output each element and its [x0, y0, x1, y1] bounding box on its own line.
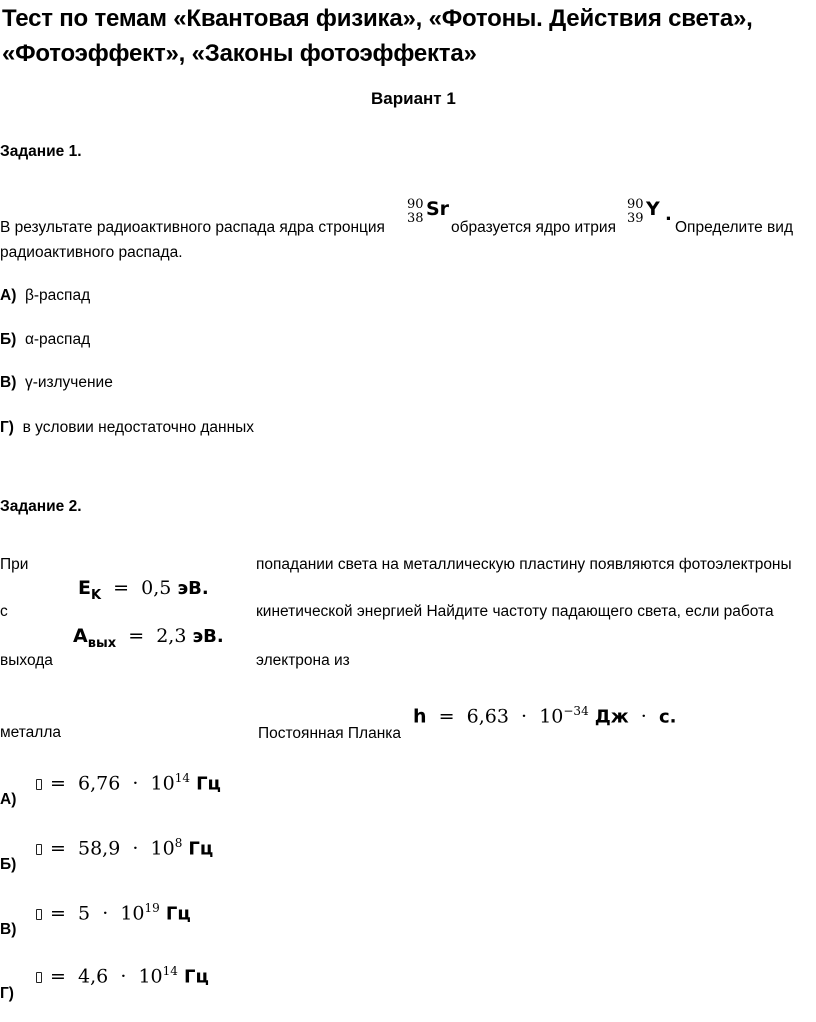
- ek-unit: эВ.: [177, 578, 209, 599]
- task2-option-a-letter: А): [0, 791, 17, 808]
- nuclide2-dot: .: [665, 204, 672, 225]
- aout-symbol: A: [73, 625, 88, 647]
- task2-option-b-letter: Б): [0, 856, 17, 873]
- planck-label: Постоянная Планка: [258, 725, 401, 742]
- h-symbol: h: [413, 705, 427, 728]
- option-unit: Гц: [188, 838, 214, 860]
- task2-word-vyhoda: выхода: [0, 652, 53, 669]
- h-exponent: −34: [563, 704, 589, 718]
- option-exponent: 19: [144, 901, 160, 915]
- task1-text-part1: В результате радиоактивного распада ядра стронция: [0, 219, 385, 236]
- variant-label: Вариант 1: [371, 89, 456, 108]
- aout-unit: эВ.: [192, 626, 224, 647]
- option-letter: Б): [0, 331, 17, 348]
- task2-option-d-formula: = $4,6 \cdot 10^{14}$ Гц: [36, 964, 209, 987]
- nu-symbol-icon: [36, 909, 42, 920]
- task1-option-a: [0, 287, 90, 305]
- formula-work-function: [73, 625, 224, 651]
- h-unit-joule: Дж: [594, 706, 629, 728]
- task2-word-s: с: [0, 603, 8, 620]
- option-unit: Гц: [196, 773, 221, 795]
- task1-heading: Задание 1.: [0, 143, 82, 160]
- nu-symbol-icon: [36, 844, 42, 855]
- page-title-line-2: «Фотоэффект», «Законы фотоэффекта»: [2, 40, 477, 67]
- aout-subscript: вых: [87, 635, 117, 651]
- option-letter: А): [0, 287, 17, 304]
- nu-symbol-icon: [36, 972, 42, 983]
- option-exponent: 8: [174, 836, 183, 850]
- option-text: γ-излучение: [24, 374, 113, 391]
- task1-option-c: [0, 374, 113, 392]
- task2-word-pri: При: [0, 556, 29, 573]
- nuclide1-charge: 38: [407, 211, 424, 226]
- task1-text-line2: радиоактивного распада.: [0, 244, 183, 261]
- option-unit: Гц: [183, 966, 209, 988]
- option-text: в условии недостаточно данных: [22, 419, 255, 436]
- option-mantissa: 58,9: [78, 837, 121, 860]
- task2-word-metalla: металла: [0, 724, 62, 741]
- task2-option-b-formula: = $58,9 \cdot 10^8$ Гц: [36, 836, 213, 859]
- task1-option-b: [0, 331, 90, 349]
- formula-kinetic-energy: [78, 577, 209, 603]
- nu-symbol-icon: [36, 779, 42, 790]
- h-unit-second: с.: [658, 706, 677, 728]
- nuclide1-mass: 90: [407, 197, 424, 212]
- h-mantissa: 6,63: [466, 705, 509, 728]
- option-base: 10: [150, 837, 175, 860]
- option-text: β-распад: [24, 287, 91, 304]
- option-mantissa: 4,6: [78, 965, 109, 988]
- option-exponent: 14: [162, 964, 178, 978]
- h-base: 10: [539, 705, 564, 728]
- task2-option-c-letter: В): [0, 921, 17, 938]
- option-mantissa: 6,76: [78, 772, 121, 795]
- option-base: 10: [150, 772, 175, 795]
- option-dot: ·: [120, 965, 127, 988]
- task1-text-part3: Определите вид: [675, 219, 793, 236]
- aout-value: 2,3: [156, 625, 187, 647]
- ek-value: 0,5: [141, 577, 172, 599]
- option-unit: Гц: [165, 903, 191, 925]
- h-dot2: ·: [640, 705, 647, 728]
- task2-text-line3: электрона из: [256, 652, 350, 669]
- option-base: 10: [120, 902, 145, 925]
- ek-subscript: K: [90, 587, 102, 603]
- task2-text-line2: кинетической энергией Найдите частоту падающего света, если работа: [256, 603, 774, 620]
- option-dot: ·: [132, 837, 139, 860]
- option-dot: ·: [102, 902, 109, 925]
- task2-option-c-formula: = $5 \cdot 10^{19}$ Гц: [36, 901, 191, 924]
- option-mantissa: 5: [78, 902, 91, 925]
- task2-text-line1: попадании света на металлическую пластину появляются фотоэлектроны: [256, 556, 792, 573]
- ek-equals: =: [113, 577, 130, 599]
- page-title-line-1: Тест по темам «Квантовая физика», «Фотоны. Действия света»,: [2, 5, 753, 32]
- nuclide-strontium: [407, 197, 455, 232]
- aout-equals: =: [128, 625, 145, 647]
- nuclide2-charge: 39: [627, 211, 644, 226]
- option-exponent: 14: [174, 771, 191, 785]
- h-equals: =: [438, 705, 455, 728]
- option-dot: ·: [132, 772, 139, 795]
- option-text: α-распад: [24, 331, 91, 348]
- nuclide2-mass: 90: [627, 197, 644, 212]
- nuclide1-symbol: Sr: [426, 198, 450, 220]
- task1-text-part2: образуется ядро итрия: [451, 219, 616, 236]
- task1-option-d: [0, 419, 254, 437]
- formula-planck-constant: [413, 704, 676, 727]
- task2-option-d-letter: Г): [0, 985, 14, 1002]
- ek-symbol: E: [78, 577, 91, 599]
- option-letter: Г): [0, 419, 14, 436]
- h-dot: ·: [521, 705, 528, 728]
- option-letter: В): [0, 374, 17, 391]
- task2-heading: Задание 2.: [0, 498, 82, 515]
- option-base: 10: [138, 965, 163, 988]
- nuclide2-symbol: Y: [646, 198, 660, 220]
- task2-option-a-formula: = $6,76 \cdot 10^{14}$ Гц: [36, 771, 221, 794]
